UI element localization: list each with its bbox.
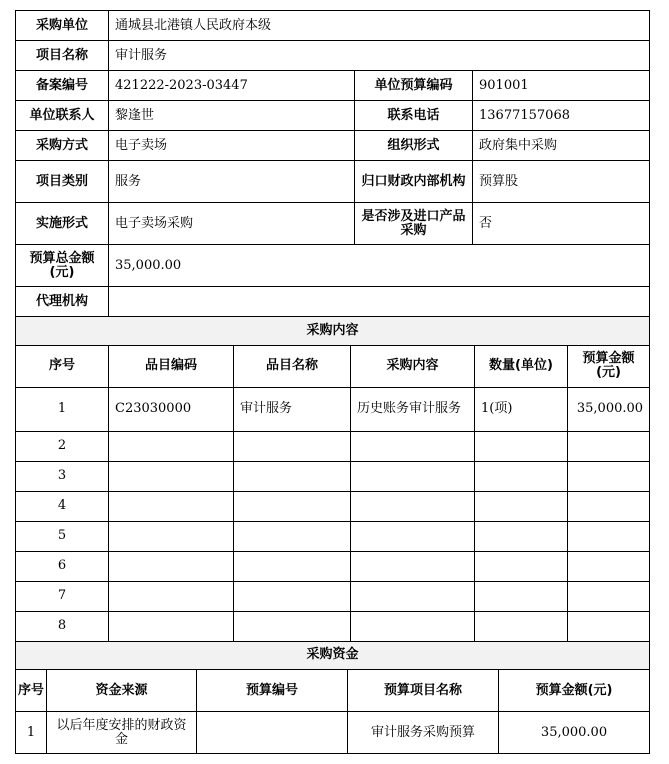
row-amount [568, 611, 650, 641]
dept-value: 预算股 [473, 161, 650, 203]
row-name [234, 491, 351, 521]
content-header-no: 序号 [16, 345, 109, 387]
total-label: 预算总金额(元) [16, 245, 109, 287]
record-no-value: 421222-2023-03447 [109, 71, 355, 101]
content-header-amount: 预算金额(元) [568, 345, 650, 387]
funds-header-amount: 预算金额(元) [499, 670, 650, 712]
funds-section-title: 采购资金 [16, 642, 650, 670]
table-row [16, 521, 650, 551]
content-header-qty: 数量(单位) [475, 345, 568, 387]
row-content [351, 491, 475, 521]
row-amount [568, 551, 650, 581]
row-no: 1 [16, 387, 109, 431]
impl-value: 电子卖场采购 [109, 203, 355, 245]
row-code: C23030000 [109, 387, 234, 431]
row-amount [568, 461, 650, 491]
row-name: 审计服务 [234, 387, 351, 431]
table-row [16, 387, 650, 431]
row-name [234, 461, 351, 491]
fund-row-no: 1 [16, 712, 47, 754]
row-amount [568, 521, 650, 551]
table-row [16, 431, 650, 461]
row-qty [475, 611, 568, 641]
org-form-value: 政府集中采购 [473, 131, 650, 161]
impl-label: 实施形式 [16, 203, 109, 245]
row-qty [475, 551, 568, 581]
method-value: 电子卖场 [109, 131, 355, 161]
row-code [109, 551, 234, 581]
table-row [16, 581, 650, 611]
contact-label: 单位联系人 [16, 101, 109, 131]
row-code [109, 431, 234, 461]
row-code [109, 521, 234, 551]
fund-row-budget-no [197, 712, 348, 754]
row-content [351, 461, 475, 491]
row-code [109, 491, 234, 521]
record-no-label: 备案编号 [16, 71, 109, 101]
content-header-code: 品目编码 [109, 345, 234, 387]
row-amount [568, 431, 650, 461]
budget-code-label: 单位预算编码 [355, 71, 473, 101]
fund-row-project: 审计服务采购预算 [348, 712, 499, 754]
content-header-content: 采购内容 [351, 345, 475, 387]
import-value: 否 [473, 203, 650, 245]
table-row [16, 461, 650, 491]
phone-value: 13677157068 [473, 101, 650, 131]
row-code [109, 461, 234, 491]
row-content [351, 611, 475, 641]
org-form-label: 组织形式 [355, 131, 473, 161]
row-content [351, 551, 475, 581]
row-content [351, 521, 475, 551]
project-name-label: 项目名称 [16, 41, 109, 71]
procurement-form [15, 10, 649, 754]
row-name [234, 581, 351, 611]
row-amount [568, 491, 650, 521]
row-content [351, 431, 475, 461]
fund-row-amount: 35,000.00 [499, 712, 650, 754]
phone-label: 联系电话 [355, 101, 473, 131]
row-code [109, 581, 234, 611]
row-qty [475, 581, 568, 611]
dept-label: 归口财政内部机构 [355, 161, 473, 203]
row-qty [475, 431, 568, 461]
purchaser-label: 采购单位 [16, 11, 109, 41]
table-row [16, 491, 650, 521]
row-amount [568, 581, 650, 611]
row-qty [475, 521, 568, 551]
project-name-value: 审计服务 [109, 41, 650, 71]
row-name [234, 521, 351, 551]
row-qty [475, 461, 568, 491]
funds-header-no: 序号 [16, 670, 47, 712]
row-no: 6 [16, 551, 109, 581]
import-label: 是否涉及进口产品采购 [355, 203, 473, 245]
row-no: 7 [16, 581, 109, 611]
content-table [15, 317, 650, 642]
total-value: 35,000.00 [109, 245, 650, 287]
row-no: 4 [16, 491, 109, 521]
table-row [16, 712, 650, 754]
category-label: 项目类别 [16, 161, 109, 203]
row-qty: 1(项) [475, 387, 568, 431]
row-qty [475, 491, 568, 521]
row-no: 3 [16, 461, 109, 491]
funds-header-budget-no: 预算编号 [197, 670, 348, 712]
table-row [16, 611, 650, 641]
row-amount: 35,000.00 [568, 387, 650, 431]
table-row [16, 551, 650, 581]
agency-label: 代理机构 [16, 287, 109, 317]
content-section-title: 采购内容 [16, 317, 650, 345]
row-no: 5 [16, 521, 109, 551]
row-no: 2 [16, 431, 109, 461]
row-code [109, 611, 234, 641]
content-header-name: 品目名称 [234, 345, 351, 387]
row-name [234, 611, 351, 641]
row-content [351, 581, 475, 611]
agency-value [109, 287, 650, 317]
funds-header-project: 预算项目名称 [348, 670, 499, 712]
budget-code-value: 901001 [473, 71, 650, 101]
purchaser-value: 通城县北港镇人民政府本级 [109, 11, 650, 41]
row-name [234, 551, 351, 581]
fund-row-source: 以后年度安排的财政资金 [47, 712, 197, 754]
funds-header-source: 资金来源 [47, 670, 197, 712]
contact-value: 黎逢世 [109, 101, 355, 131]
method-label: 采购方式 [16, 131, 109, 161]
row-name [234, 431, 351, 461]
row-no: 8 [16, 611, 109, 641]
category-value: 服务 [109, 161, 355, 203]
row-content: 历史账务审计服务 [351, 387, 475, 431]
funds-table [15, 642, 650, 755]
basic-info-table [15, 10, 650, 317]
